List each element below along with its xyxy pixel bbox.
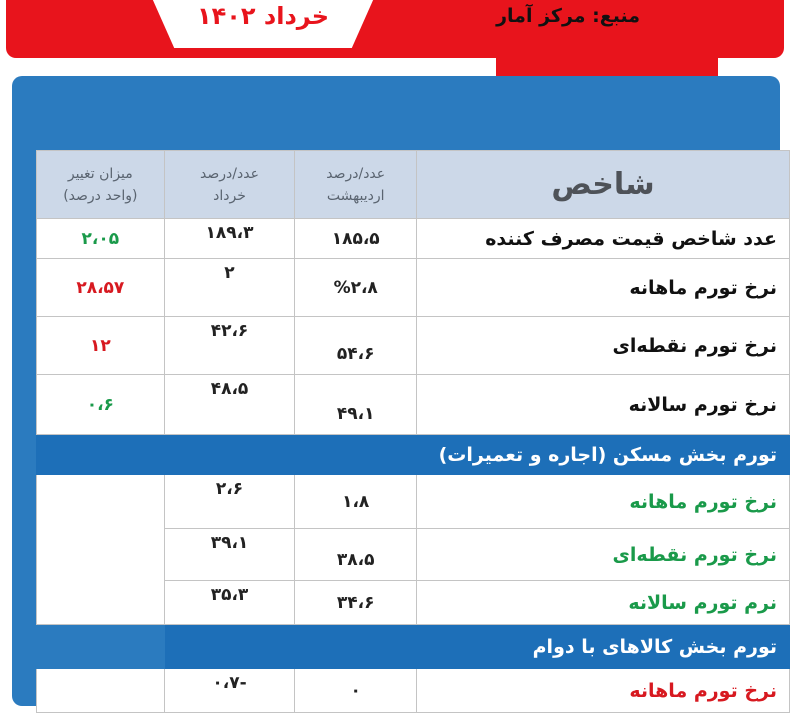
inflation-table [36,150,790,713]
source-label: منبع: مرکز آمار [496,5,640,27]
section-gap [37,625,165,669]
khordad-cell: -۰،۷ [164,669,295,713]
change-cell: ۰،۶ [37,375,165,435]
ordibehesht-cell: ۱۸۵،۵ [295,219,417,259]
section-fill [37,435,417,475]
header-ordibehesht [295,151,417,219]
indicator-label: عدد شاخص قیمت مصرف کننده [417,219,790,259]
table-row [37,475,790,529]
change-cell: ۱۲ [37,317,165,375]
indicator-label: نرخ تورم ماهانه [417,669,790,713]
khordad-cell: ۲،۶ [164,475,295,529]
header-change-line2: (واحد درصد) [63,187,138,204]
change-cell: ۲،۰۵ [37,219,165,259]
top-banner [6,0,784,58]
ordibehesht-cell: ۴۹،۱ [295,375,417,435]
change-cell: ۲۸،۵۷ [37,259,165,317]
header-change [37,151,165,219]
indicator-label: نرخ تورم ماهانه [417,259,790,317]
ordibehesht-cell: ۱،۸ [295,475,417,529]
khordad-cell: ۴۲،۶ [164,317,295,375]
khordad-cell: ۱۸۹،۳ [164,219,295,259]
header-change-line1: میزان تغییر [67,165,133,182]
table-row [37,375,790,435]
housing-section-title: تورم بخش مسکن (اجاره و تعمیرات) [417,435,790,475]
ordibehesht-cell: ۵۴،۶ [295,317,417,375]
table-row [37,259,790,317]
header-ordibehesht-line2: اردیبهشت [326,187,385,204]
ordibehesht-cell: ۳۸،۵ [295,529,417,581]
indicator-label: نرخ تورم ماهانه [417,475,790,529]
table-row [37,219,790,259]
header-khordad-line1: عدد/درصد [200,165,259,182]
header-khordad [164,151,295,219]
header-ordibehesht-line1: عدد/درصد [326,165,386,182]
header-indicator: شاخص [417,151,790,219]
khordad-cell: ۳۹،۱ [164,529,295,581]
empty-change-cell [37,475,165,625]
khordad-cell: ۳۵،۳ [164,581,295,625]
table-row [37,669,790,713]
indicator-label: نرخ تورم نقطه‌ای [417,529,790,581]
empty-change-cell [37,669,165,713]
khordad-cell: ۲ [164,259,295,317]
ordibehesht-cell: ۳۴،۶ [295,581,417,625]
table-row [37,317,790,375]
khordad-cell: ۴۸،۵ [164,375,295,435]
ordibehesht-cell: %۲،۸ [295,259,417,317]
header-khordad-line2: خرداد [213,187,246,204]
indicator-label: نرخ تورم سالانه [417,375,790,435]
header-row [37,151,790,219]
durable-section-title: تورم بخش کالاهای با دوام [164,625,789,669]
ordibehesht-cell: ۰ [295,669,417,713]
indicator-label: نرخ تورم نقطه‌ای [417,317,790,375]
report-date: خرداد ۱۴۰۲ [196,2,330,30]
durable-section-row [37,625,790,669]
indicator-label: نرم تورم سالانه [417,581,790,625]
housing-section-row [37,435,790,475]
